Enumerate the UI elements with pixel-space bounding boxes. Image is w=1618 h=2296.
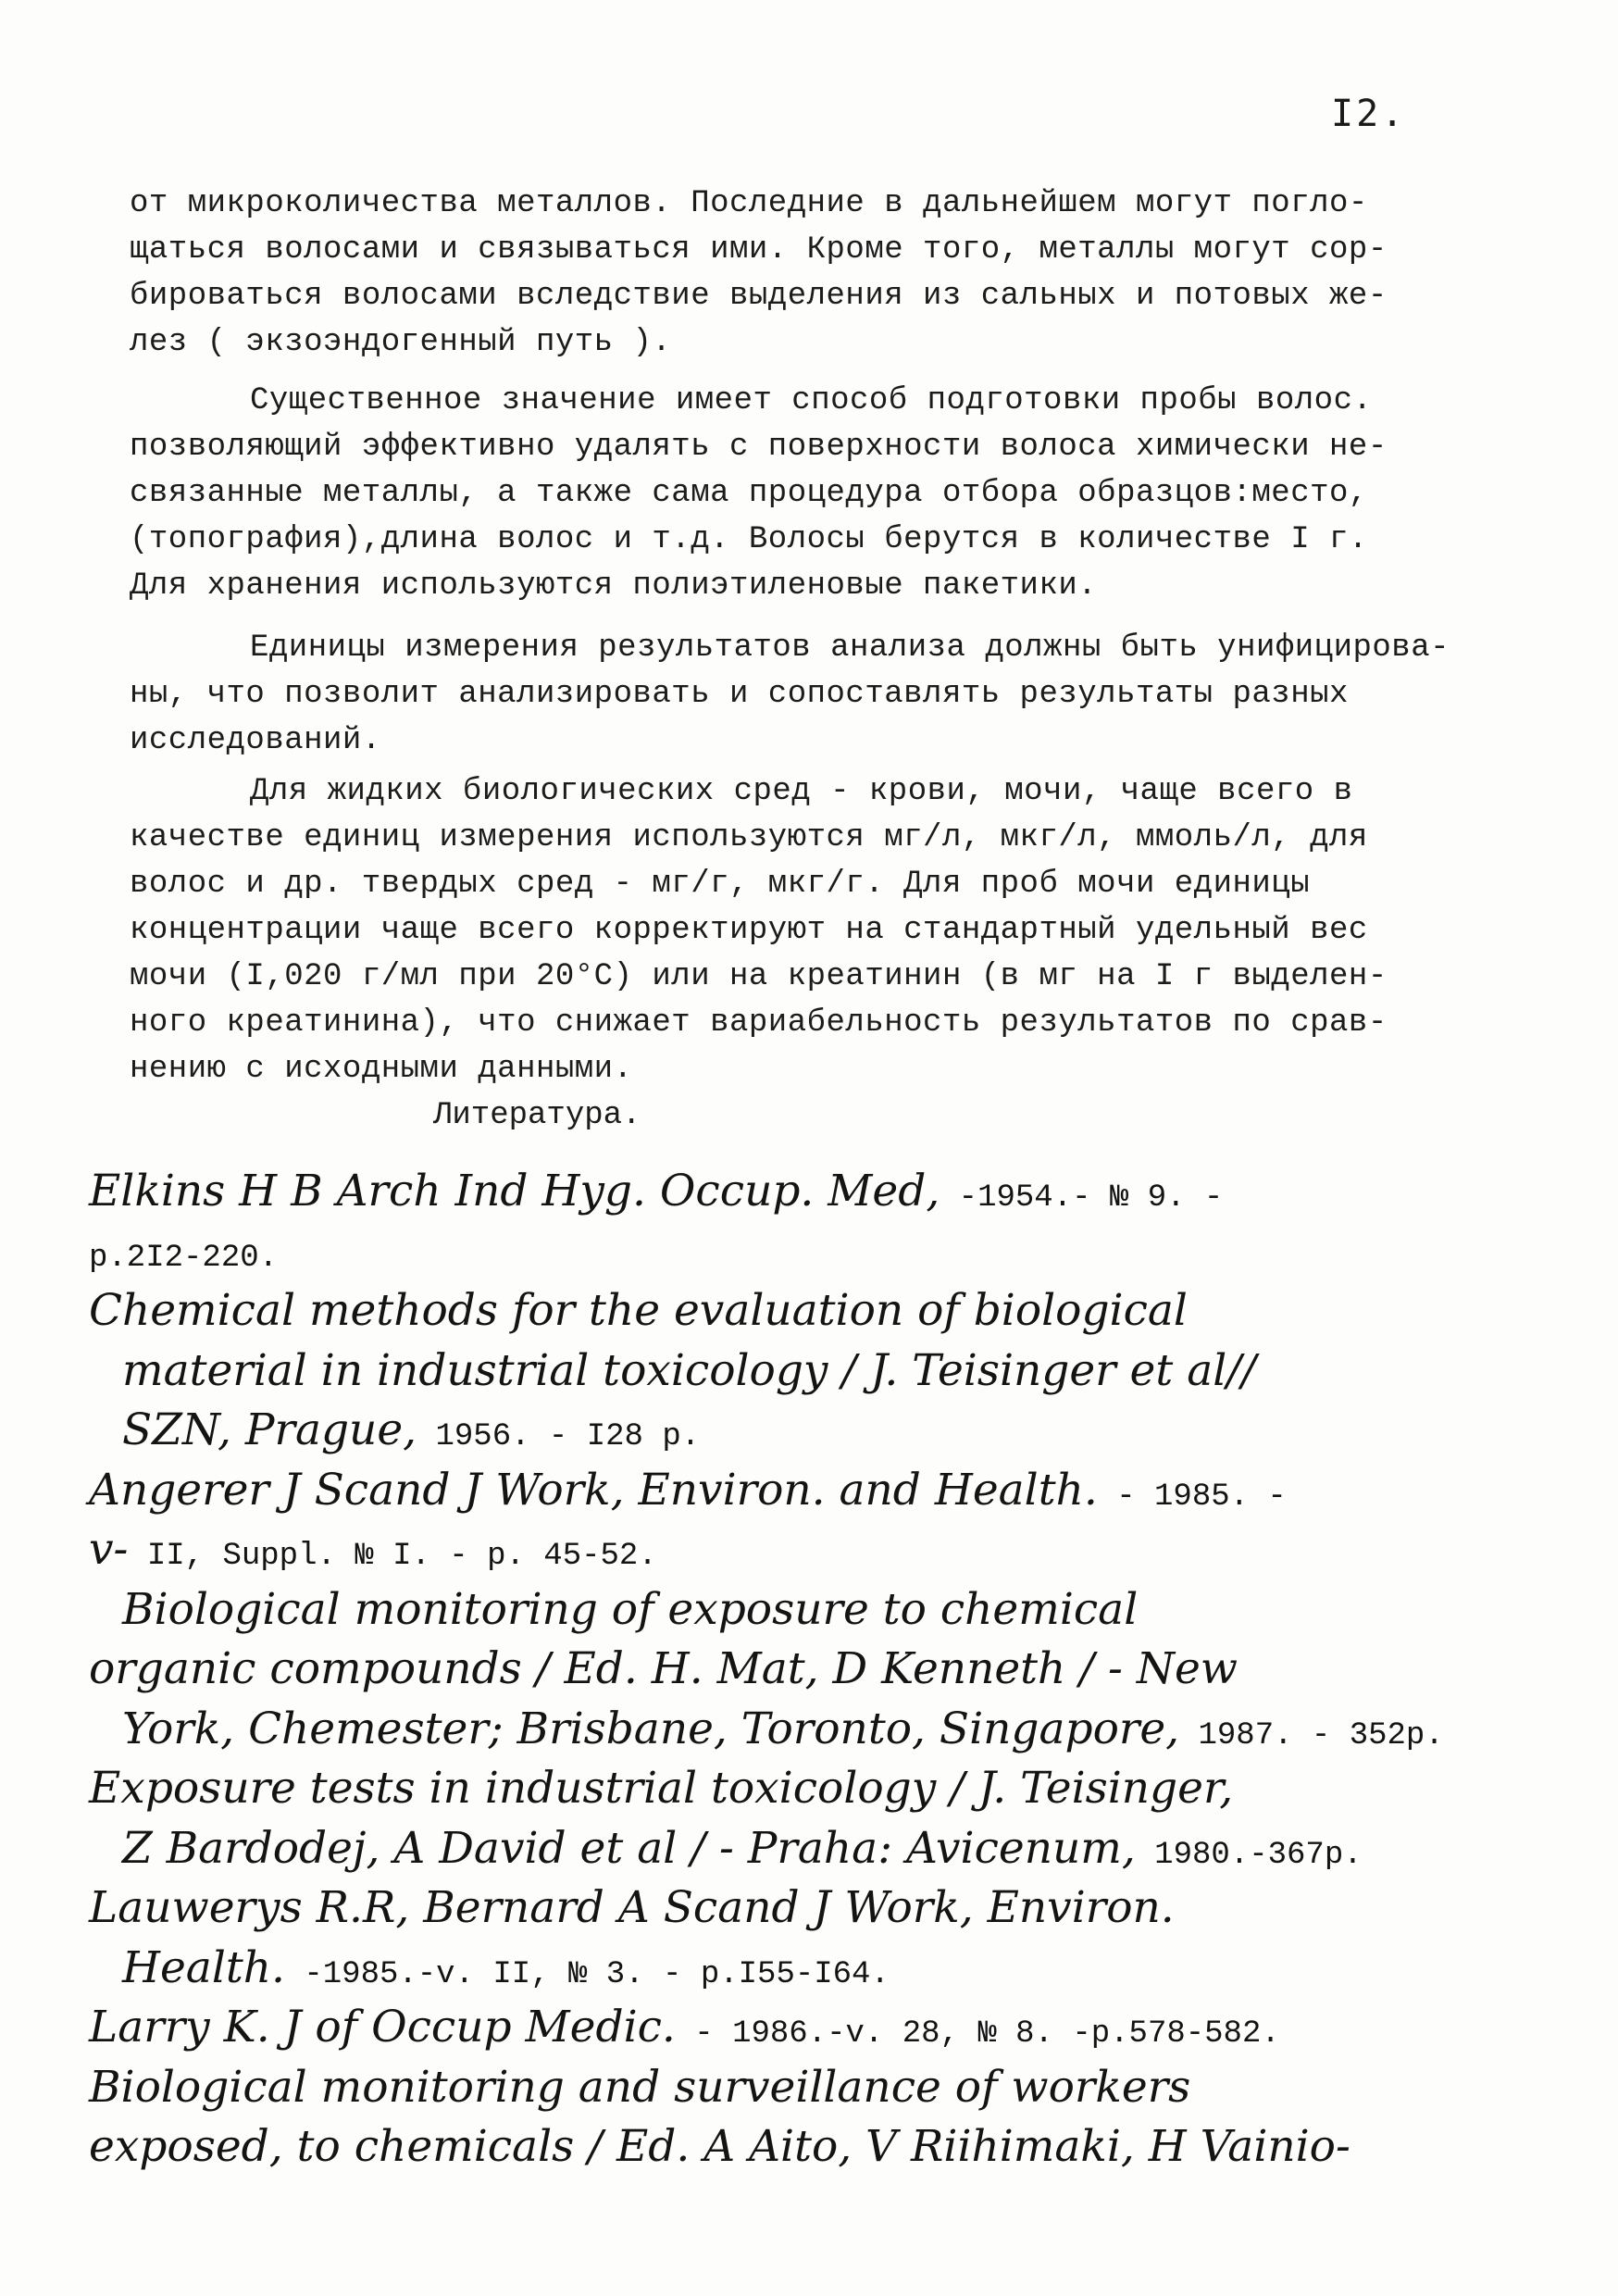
text-line: Для жидких биологических сред - крови, мочи, чаще всего в: [250, 774, 1353, 809]
text-line: мочи (I,020 г/мл при 20°С) или на креатинин (в мг на I г выделен-: [130, 959, 1388, 994]
handwritten-text: exposed, to chemicals / Ed. A Aito, V Riihimaki, H Vainio-: [89, 2121, 1350, 2172]
reference-line: [89, 1998, 1551, 2058]
text-line: концентрации чаще всего корректируют на стандартный удельный вес: [130, 913, 1368, 948]
reference-line: [89, 1461, 1551, 1521]
typed-text: 1987. - 352p.: [1179, 1717, 1444, 1753]
handwritten-text: Biological monitoring of exposure to chemical: [122, 1583, 1139, 1635]
handwritten-text: Health.: [122, 1941, 285, 1993]
handwritten-text: organic compounds / Ed. H. Mat, D Kenneth / - New: [89, 1643, 1238, 1694]
typed-text: II, Suppl. № I. - p. 45-52.: [128, 1539, 657, 1574]
reference-line: [89, 1222, 1551, 1282]
reference-line: [89, 2117, 1551, 2177]
paragraph-4: [130, 768, 1481, 1092]
handwritten-text: SZN, Prague,: [122, 1404, 417, 1455]
typed-text: - 1985. -: [1097, 1479, 1287, 1515]
reference-line: [89, 1878, 1551, 1939]
typed-text: -1954.- № 9. -: [940, 1180, 1224, 1216]
reference-list: [89, 1162, 1551, 2177]
handwritten-text: Chemical methods for the evaluation of biological: [89, 1285, 1188, 1336]
reference-line: [89, 1939, 1551, 1999]
literature-heading: Литература.: [433, 1098, 641, 1133]
typed-text: 1956. - I28 p.: [417, 1419, 701, 1454]
text-line: лез ( экзоэндогенный путь ).: [130, 325, 672, 360]
text-line: качестве единиц измерения используются мг/л, мкг/л, ммоль/л, для: [130, 820, 1368, 855]
typed-text: 1980.-367p.: [1135, 1837, 1363, 1873]
handwritten-text: Larry K. J of Occup Medic.: [89, 2002, 676, 2053]
handwritten-text: Angerer J Scand J Work, Environ. and Health.: [89, 1464, 1098, 1516]
text-line: бироваться волосами вследствие выделения из сальных и потовых же-: [130, 279, 1388, 314]
reference-line: [89, 1759, 1551, 1819]
reference-line: [89, 1401, 1551, 1461]
text-line: исследований.: [130, 723, 381, 758]
text-line: нению с исходными данными.: [130, 1052, 633, 1087]
paragraph-3: [130, 625, 1481, 764]
text-line: ны, что позволит анализировать и сопоставлять результаты разных: [130, 677, 1349, 712]
text-line: (топография),длина волос и т.д. Волосы берутся в количестве I г.: [130, 522, 1368, 557]
handwritten-text: material in industrial toxicology / J. Teisinger et al//: [122, 1344, 1256, 1396]
handwritten-text: York, Chemester; Brisbane, Toronto, Singapore,: [122, 1703, 1180, 1754]
text-line: волос и др. твердых сред - мг/г, мкг/г. Для проб мочи единицы: [130, 867, 1311, 902]
handwritten-text: v-: [89, 1524, 129, 1575]
handwritten-text: Z Bardodej, A David et al / - Praha: Avicenum,: [122, 1822, 1136, 1874]
text-line: Для хранения используются полиэтиленовые пакетики.: [130, 568, 1098, 604]
text-line: от микроколичества металлов. Последние в дальнейшем могут погло-: [130, 186, 1368, 221]
reference-line: [89, 1819, 1551, 1879]
reference-line: [89, 1700, 1551, 1760]
page-number: I2.: [1331, 93, 1407, 135]
reference-line: [89, 1162, 1551, 1222]
paragraph-2: [130, 378, 1481, 609]
typed-text: -1985.-v. II, № 3. - p.I55-I64.: [284, 1956, 890, 1992]
handwritten-text: Exposure tests in industrial toxicology / J. Teisinger,: [89, 1763, 1234, 1814]
typed-text: p.2I2-220.: [89, 1240, 279, 1276]
reference-line: [89, 1520, 1551, 1580]
text-line: Единицы измерения результатов анализа должны быть унифицирова-: [250, 630, 1450, 666]
handwritten-text: Lauwerys R.R, Bernard A Scand J Work, Environ.: [89, 1882, 1175, 1933]
handwritten-text: Biological monitoring and surveillance of workers: [89, 2061, 1191, 2113]
text-line: связанные металлы, а также сама процедура отбора образцов:место,: [130, 476, 1368, 511]
reference-line: [89, 1281, 1551, 1341]
reference-line: [89, 1580, 1551, 1641]
reference-line: [89, 2058, 1551, 2118]
text-line: щаться волосами и связываться ими. Кроме того, металлы могут сор-: [130, 232, 1388, 268]
text-line: Существенное значение имеет способ подготовки пробы волос.: [250, 383, 1373, 418]
text-line: позволяющий эффективно удалять с поверхности волоса химически не-: [130, 430, 1388, 465]
reference-line: [89, 1640, 1551, 1700]
typed-text: - 1986.-v. 28, № 8. -p.578-582.: [675, 2016, 1280, 2052]
paragraph-1: [130, 181, 1481, 366]
text-line: ного креатинина), что снижает вариабельность результатов по срав-: [130, 1005, 1388, 1041]
reference-line: [89, 1341, 1551, 1402]
handwritten-text: Elkins H B Arch Ind Hyg. Occup. Med,: [89, 1166, 940, 1217]
